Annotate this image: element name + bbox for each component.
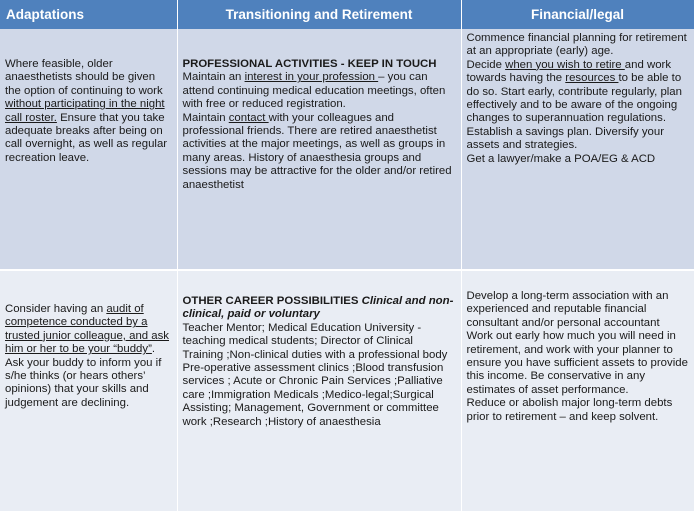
text: – you can attend continuing medical education meetings, often with free or reduced registration. xyxy=(182,71,446,111)
text: Decide xyxy=(466,58,506,71)
cell-financial-2 xyxy=(461,270,694,511)
text: . Ask your buddy to inform you if s/he thinks (or hears others’ opinions) that your skills and judgement are declining. xyxy=(5,343,162,409)
header-financial: Financial/legal xyxy=(461,0,694,29)
text: Develop a long-term association with an experienced and reputable financial consultant and/or personal accountant xyxy=(466,290,669,329)
underlined-text: without participating in the night call roster. xyxy=(5,98,165,124)
underlined-text: resources xyxy=(565,72,619,85)
header-row xyxy=(0,0,694,29)
header-transitioning: Transitioning and Retirement xyxy=(177,0,461,29)
section-heading: PROFESSIONAL ACTIVITIES - KEEP IN TOUCH xyxy=(182,58,437,70)
text: Where feasible, older anaesthetists should be given the option of continuing to work xyxy=(5,58,163,97)
text: Get a lawyer/make a POA/EG & ACD xyxy=(466,152,656,165)
text: and work towards having the xyxy=(466,58,672,85)
underlined-text: audit of competence conducted by a trusted junior colleague, and ask him or her to be your “buddy” xyxy=(5,303,170,356)
header-adaptations: Adaptations xyxy=(0,0,177,29)
text: with your colleagues and professional friends. There are retired anaesthetist activities at the major meetings, as well as groups in many areas. History of anaesthesia groups and sessions may be attractive for the older and/or retired anaesthetist xyxy=(182,111,452,191)
cell-adaptations-2 xyxy=(0,270,177,511)
text: Teacher Mentor; Medical Education University - teaching medical students; Director of Clinical Training ;Non-clinical duties with a professional body Pre-operative assessment clinics ;Blood transfusion services ; Acute or Chronic Pain Services ;Palliative care ;Immigration Medicals ;Medico-legal;Surgical Assisting; Management, Government or committee work ;Research ;History of anaesthesia xyxy=(182,321,448,428)
text: Commence financial planning for retirement at an appropriate (early) age. xyxy=(466,32,687,58)
underlined-text: contact xyxy=(228,111,269,124)
text: Ensure that you take adequate breaks after being on call overnight, as well as regular recreation leave. xyxy=(5,111,168,164)
table-row xyxy=(0,270,694,511)
text: Reduce or abolish major long-term debts prior to retirement – and keep solvent. xyxy=(466,397,673,423)
cell-transitioning-1 xyxy=(177,29,461,270)
text: Maintain xyxy=(182,111,229,124)
underlined-text: interest in your profession xyxy=(244,71,379,84)
cell-adaptations-1 xyxy=(0,29,177,270)
section-subheading: Clinical and non-clinical, paid or voluntary xyxy=(182,295,454,321)
table-row xyxy=(0,29,694,270)
section-heading: OTHER CAREER POSSIBILITIES xyxy=(182,295,359,307)
text: Work out early how much you will need in retirement, and work with your planner to ensure you have sufficient assets to provide this income. Be conservative in any estimates of asset performance. xyxy=(466,330,688,396)
text: Consider having an xyxy=(5,303,107,315)
text: to be able to do so. Start early, contribute regularly, plan effectively and to be aware of the ongoing changes to superannuation regulations. Establish a savings plan. Diversify your assets and strategies. xyxy=(466,72,682,152)
text: Maintain an xyxy=(182,71,245,84)
underlined-text: when you wish to retire xyxy=(505,58,625,71)
cell-transitioning-2 xyxy=(177,270,461,511)
cell-financial-1 xyxy=(461,29,694,270)
